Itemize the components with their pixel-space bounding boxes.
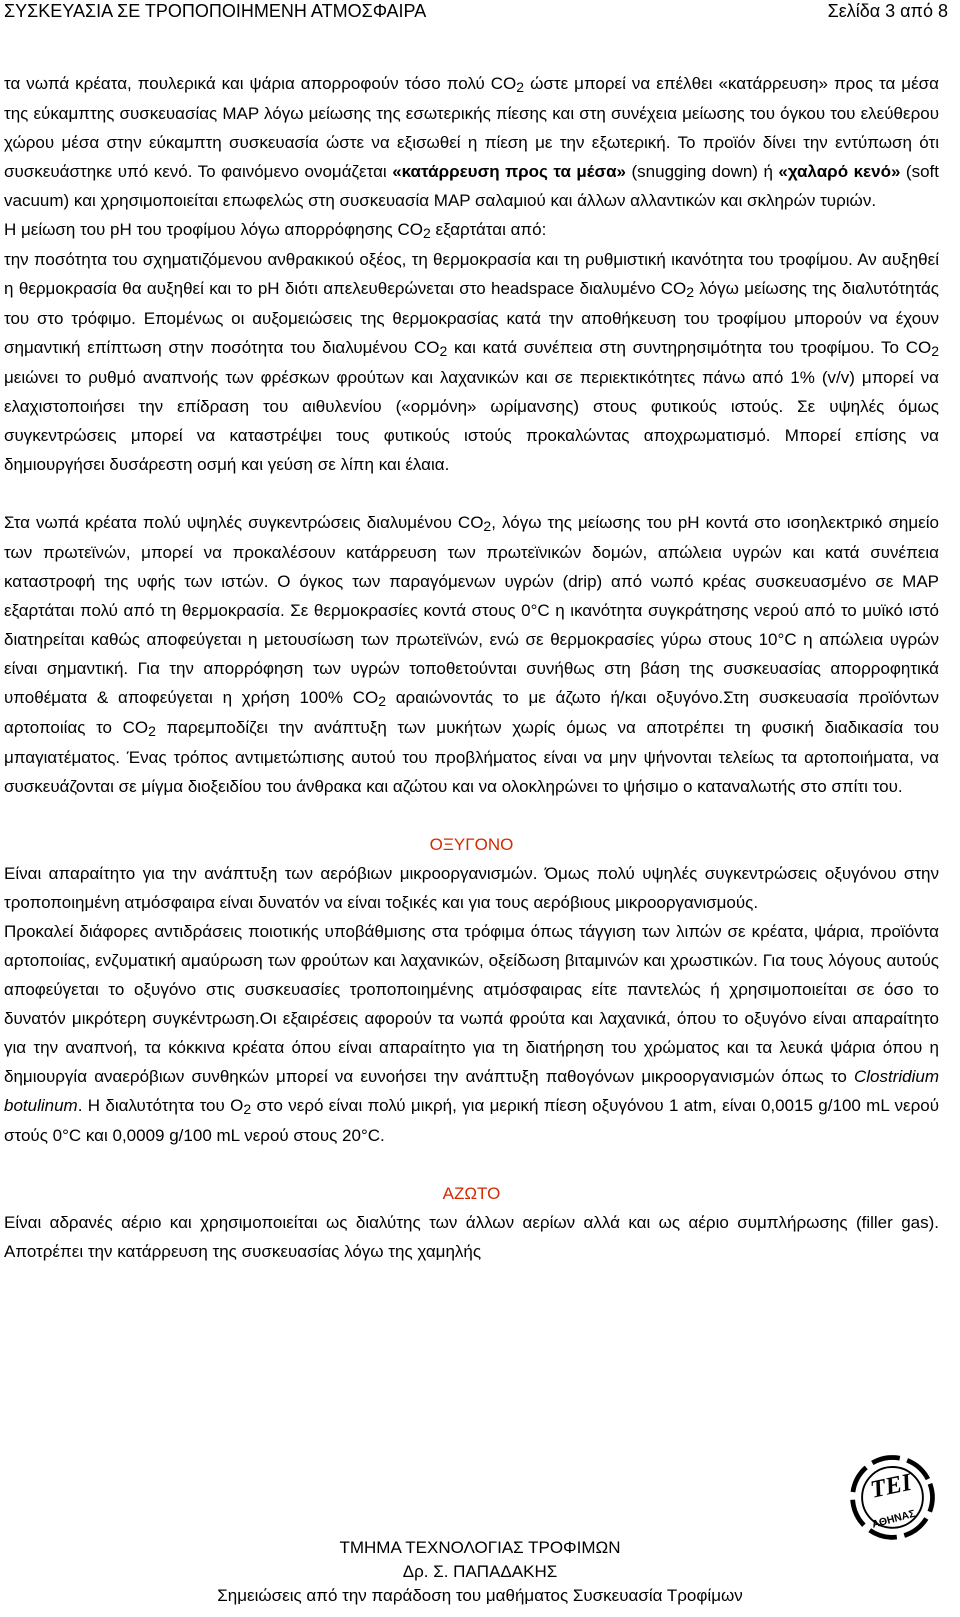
document-title: ΣΥΣΚΕΥΑΣΙΑ ΣΕ ΤΡΟΠΟΠΟΙΗΜΕΝΗ ΑΤΜΟΣΦΑΙΡΑ — [4, 1, 427, 21]
paragraph-oxygen-intro: Είναι απαραίτητο για την ανάπτυξη των αερόβιων μικροοργανισμών. Όμως πολύ υψηλές συγκεντρώσεις οξυγόνου στην τροποποιημένη ατμόσφαιρα είναι δυνατόν να είναι τοξικές και για τους αερόβιους μικροοργανισμούς. — [4, 864, 939, 912]
species-name: Clostridium botulinum — [4, 1067, 939, 1115]
logo-mark — [845, 1448, 940, 1543]
logo-text-bottom: ΑΘΗΝΑΣ — [870, 1508, 917, 1531]
page-header — [0, 0, 960, 28]
heading-oxygen: ΟΞΥΓΟΝΟ — [429, 835, 514, 854]
document-body — [4, 69, 939, 1266]
paragraph-ph-factors: την ποσότητα του σχηματιζόμενου ανθρακικού οξέος, τη θερμοκρασία και τη ρυθμιστική ικανότητα του τροφίμου. Αν αυξηθεί η θερμοκρασία θα αυξηθεί και το pH διότι απελευθερώνεται στο headspace διαλυμένο CO2 λόγω μείωσης της διαλυτότητάς του στο τρόφιμο. Επομένως οι αυξομειώσεις της θερμοκρασίας κατά την αποθήκευση του τροφίμου μπορούν να έχουν σημαντική επίπτωση στην ποσότητα του διαλυμένου CO2 και κατά συνέπεια στη συντηρησιμότητα του τροφίμου. Το CO2 μειώνει το ρυθμό αναπνοής των φρέσκων φρούτων και λαχανικών και σε περιεκτικότητες πάνω από 1% (v/v) μπορεί να ελαχιστοποιήσει την επίδραση του αιθυλενίου («ορμόνη» ωρίμανσης) στους φυτικούς ιστούς. Σε υψηλές όμως συγκεντρώσεις μπορεί να καταστρέψει τους φυτικούς ιστούς προκαλώντας αποχρωματισμό. Μπορεί επίσης να δημιουργήσει δυσάρεστη οσμή και γεύση σε λίπη και έλαια. — [4, 250, 939, 474]
paragraph-co2-collapse: τα νωπά κρέατα, πουλερικά και ψάρια απορροφούν τόσο πολύ CO2 ώστε μπορεί να επέλθει «κατάρρευση» προς τα μέσα της εύκαμπτης συσκευασίας MAP λόγω μείωσης της εσωτερικής πίεσης και στη συνέχεια μείωσης του όγκου του ελεύθερου χώρου μέσα στην εύκαμπτη συσκευασία ώστε να εξισωθεί η πίεση με την εξωτερική. Το προϊόν δίνει την εντύπωση ότι συσκευάστηκε υπό κενό. Το φαινόμενο ονομάζεται «κατάρρευση προς τα μέσα» (snugging down) ή «χαλαρό κενό» (soft vacuum) και χρησιμοποιείται επωφελώς στη συσκευασία MAP σαλαμιού και άλλων αλλαντικών και σκληρών τυριών. — [4, 74, 939, 210]
footer-course: Σημειώσεις από την παράδοση του μαθήματος Συσκευασία Τροφίμων — [217, 1586, 743, 1605]
paragraph-oxygen-effects: Προκαλεί διάφορες αντιδράσεις ποιοτικής υποβάθμισης στα τρόφιμα όπως τάγγιση των λιπών σε κρέατα, ψάρια, προϊόντα αρτοποιίας, ενζυματική αμαύρωση των φρούτων και λαχανικών, οξείδωση βιταμινών και χρωστικών. Για τους λόγους αυτούς αποφεύγεται το οξυγόνο στις συσκευασίες τροποποιημένης ατμόσφαιρας είτε παντελώς ή χρησιμοποιείται σε όσο το δυνατόν μικρότερη συγκέντρωση.Οι εξαιρέσεις αφορούν τα νωπά φρούτα και λαχανικά, όπου το οξυγόνο είναι απαραίτητο για την αναπνοή, τα κόκκινα κρέατα όπου είναι απαραίτητο για τη διατήρηση του χρώματος και τα λευκά ψάρια όπου η δημιουργία αναερόβιων συνθηκών μπορεί να ευνοήσει την ανάπτυξη παθογόνων μικροοργανισμών όπως το Clostridium botulinum. Η διαλυτότητα του O2 στο νερό είναι πολύ μικρή, για μερική πίεση οξυγόνου 1 atm, είναι 0,0015 g/100 mL νερού στούς 0°C και 0,0009 g/100 mL νερού στους 20°C. — [4, 922, 940, 1145]
page-number: Σελίδα 3 από 8 — [827, 1, 948, 21]
page-footer — [0, 1536, 960, 1608]
footer-author: Δρ. Σ. ΠΑΠΑΔΑΚΗΣ — [402, 1562, 558, 1581]
heading-nitrogen: ΑΖΩΤΟ — [442, 1184, 501, 1203]
paragraph-ph-reduction: Η μείωση του pH του τροφίμου λόγω απορρόφησης CO2 εξαρτάται από: — [4, 220, 547, 241]
paragraph-nitrogen: Είναι αδρανές αέριο και χρησιμοποιείται ως διαλύτης των άλλων αερίων αλλά και ως αέριο συμπλήρωσης (filler gas). Αποτρέπει την κατάρρευση της συσκευασίας λόγω της χαμηλής — [4, 1213, 939, 1261]
tei-athens-logo — [845, 1448, 940, 1543]
paragraph-meat-co2: Στα νωπά κρέατα πολύ υψηλές συγκεντρώσεις διαλυμένου CO2, λόγω της μείωσης του pH κοντά στο ισοηλεκτρικό σημείο των πρωτεϊνών, μπορεί να προκαλέσουν κατάρρευση των πρωτεϊνικών δομών, απώλεια υγρών και κατά συνέπεια καταστροφή της υφής των ιστών. Ο όγκος των παραγόμενων υγρών (drip) από νωπό κρέας συσκευασμένο σε MAP εξαρτάται πολύ από τη θερμοκρασία. Σε θερμοκρασίες κοντά στους 0°C η ικανότητα συγκράτησης νερού από το μυϊκό ιστό διατηρείται καθώς αποφεύγεται η μετουσίωση των πρωτεϊνών, ενώ σε θερμοκρασίες γύρω στους 10°C η απώλεια υγρών είναι σημαντική. Για την απορρόφηση των υγρών τοποθετούνται συνήθως στη βάση της συσκευασίας απορροφητικά υποθέματα & αποφεύγεται η χρήση 100% CO2 αραιώνοντάς το με άζωτο ή/και οξυγόνο.Στη συσκευασία προϊόντων αρτοποιίας το CO2 παρεμποδίζει την ανάπτυξη των μυκήτων χωρίς όμως να αποτρέπει τη φυσική διαδικασία του μπαγιατέματος. Ένας τρόπος αντιμετώπισης αυτού του προβλήματος είναι να μην ψήνονται τελείως τα αρτοποιήματα, να συσκευάζονται σε μίγμα διοξειδίου του άνθρακα και αζώτου και να ολοκληρώνει το ψήσιμο ο καταναλωτής στο σπίτι του. — [4, 513, 939, 796]
logo-text-top: ΤΕΙ — [868, 1468, 914, 1504]
term-snugging-down: «κατάρρευση προς τα μέσα» — [392, 162, 626, 181]
term-soft-vacuum: «χαλαρό κενό» — [778, 162, 901, 181]
footer-department: ΤΜΗΜΑ ΤΕΧΝΟΛΟΓΙΑΣ ΤΡΟΦΙΜΩΝ — [339, 1538, 621, 1557]
